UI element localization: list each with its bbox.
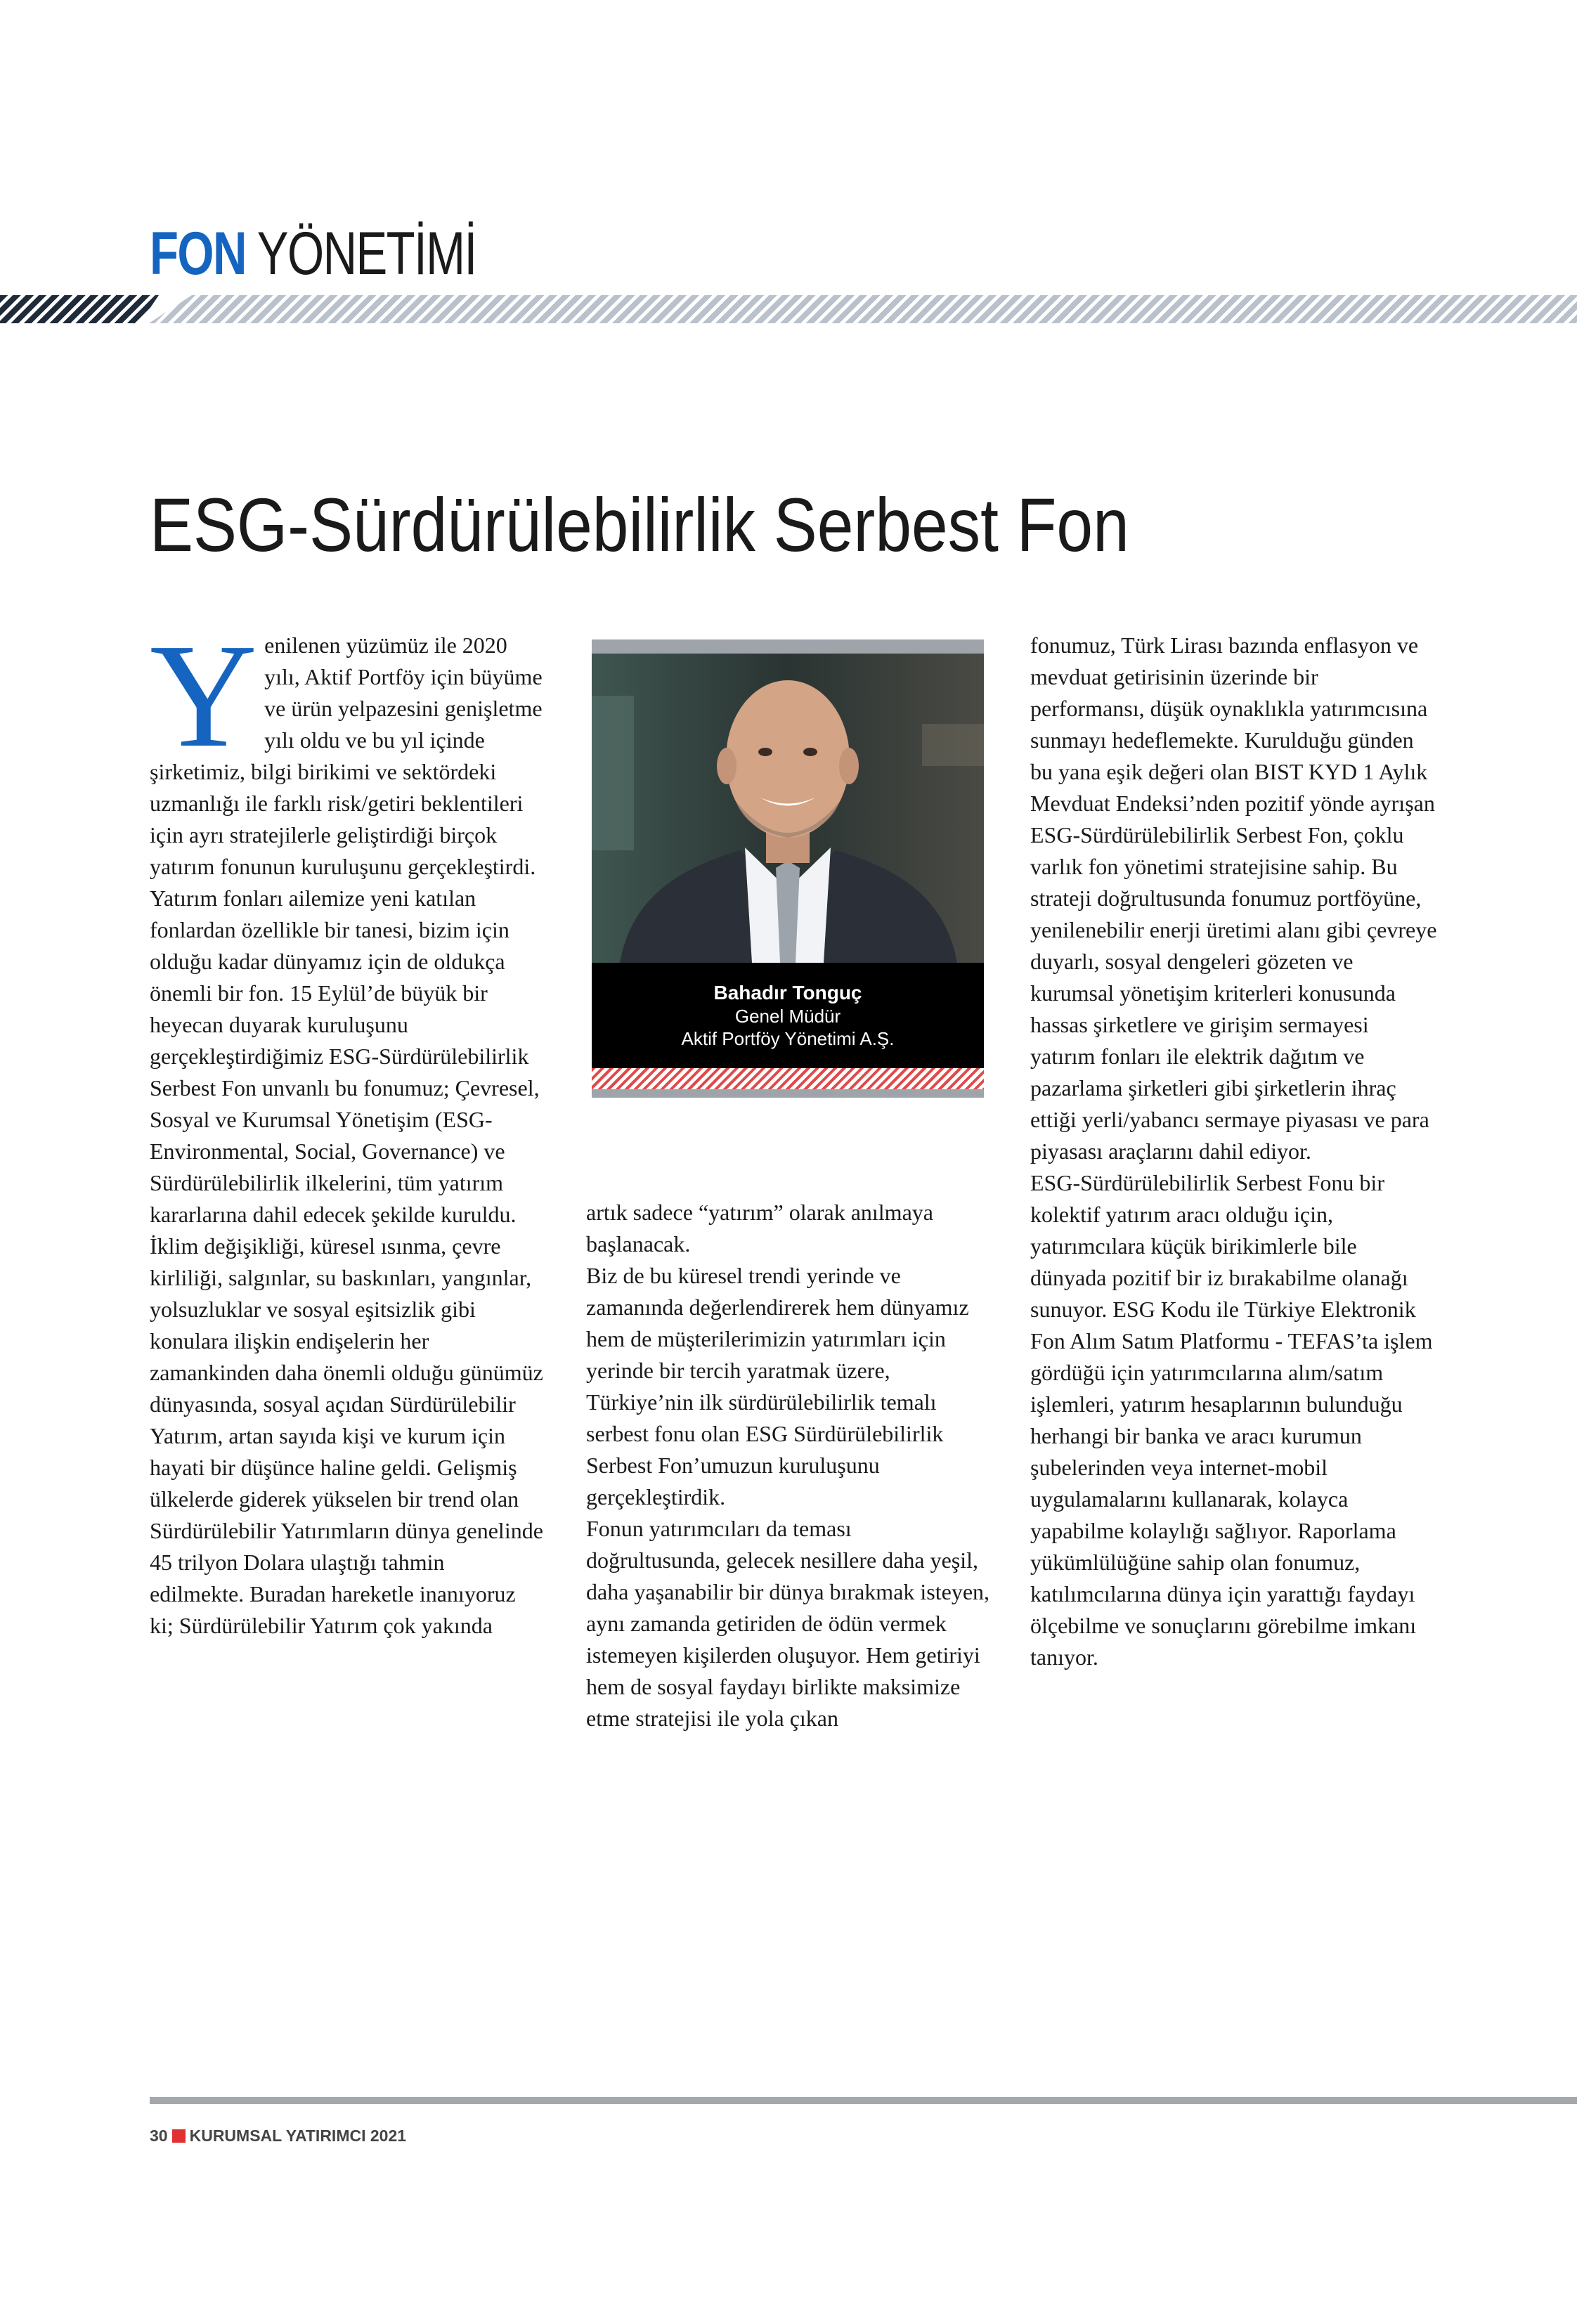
photo-caption: [592, 963, 984, 1068]
header-rule-dark: [0, 295, 159, 323]
article-column-3: [1030, 630, 1438, 1673]
page-footer: [150, 2126, 406, 2146]
article-paragraph: Biz de bu küresel trendi yerinde ve zamanında değerlendirerek hem dünyamız hem de müşterilerimizin yatırımları için yerinde bir tercih yaratmak üzere, Türkiye’nin ilk sürdürülebilirlik temalı serbest fonu olan ESG Sürdürülebilirlik Serbest Fon’umuzun kuruluşunu gerçekleştirdik.: [586, 1263, 969, 1510]
article-paragraph: Fonun yatırımcıları da teması doğrultusunda, gelecek nesillere daha yeşil, daha yaşanabilir bir dünya bırakmak isteyen, aynı zamanda getiriden de ödün vermek istemeyen kişilerden oluşuyor. Hem getiriyi hem de sosyal faydayı birlikte maksimize etme stratejisi ile yola çıkan: [586, 1516, 990, 1731]
drop-cap: Y: [150, 613, 258, 778]
article-paragraph: enilenen yüzümüz ile 2020 yılı, Aktif Portföy için büyüme ve ürün yelpazesini genişletme yılı oldu ve bu yıl içinde şirketimiz, bilgi birikimi ve sektördeki uzmanlığı ile farklı risk/getiri beklentileri için ayrı stratejilerle geliştirdiği birçok yatırım fonunun kuruluşunu gerçekleştirdi. Yatırım fonları ailemize yeni katılan fonlardan özellikle bir tanesi, bizim için olduğu kadar dünyamız için de oldukça önemli bir fon. 15 Eylül’de büyük bir heyecan duyarak kuruluşunu gerçekleştirdiğimiz ESG-Sürdürülebilirlik Serbest Fon unvanlı bu fonumuz; Çevresel, Sosyal ve Kurumsal Yönetişim (ESG-Environmental, Social, Governance) ve Sürdürülebilirlik ilkelerini, tüm yatırım kararlarına dahil edecek şekilde kuruldu.: [150, 632, 543, 1227]
portrait-photo: [592, 654, 984, 963]
article-column-2: [586, 1197, 990, 1734]
section-header: [150, 220, 476, 287]
page-number: 30: [150, 2127, 168, 2145]
photo-stripe-bar: [592, 1068, 984, 1089]
portrait-illustration: [592, 654, 984, 963]
photo-bottom-bar: [592, 1089, 984, 1098]
portrait-box: [592, 640, 984, 1145]
article-column-1: [150, 613, 543, 1642]
section-header-accent: FON: [150, 220, 246, 287]
magazine-name: KURUMSAL YATIRIMCI: [189, 2127, 366, 2145]
magazine-year: 2021: [370, 2127, 407, 2145]
footer-square-icon: [172, 2129, 186, 2143]
caption-title: Genel Müdür: [734, 1006, 841, 1027]
article-paragraph: fonumuz, Türk Lirası bazında enflasyon ve mevduat getirisinin üzerinde bir performansı, düşük oynaklıkla yatırımcısına sunmayı hedeflemekte. Kurulduğu günden bu yana eşik değeri olan BIST KYD 1 Aylık Mevduat Endeksi’nden pozitif yönde ayrışan ESG-Sürdürülebilirlik Serbest Fon, çoklu varlık fon yönetimi stratejisine sahip. Bu strateji doğrultusunda fonumuz portföyüne, yenilenebilir enerji üretimi alanı gibi çevreye duyarlı, sosyal dengeleri gözeten ve kurumsal yönetişim kriterleri konusunda hassas şirketlere ve girişim sermayesi yatırım fonları ile elektrik dağıtım ve pazarlama şirketleri gibi şirketlerin ihraç ettiği yerli/yabancı sermaye piyasası ve para piyasası araçlarını dahil ediyor.: [1030, 632, 1437, 1164]
article-paragraph: İklim değişikliği, küresel ısınma, çevre kirliliği, salgınlar, su baskınları, yangınlar, yolsuzluklar ve sosyal eşitsizlik gibi konulara ilişkin endişelerin her zamankinden daha önemli olduğu günümüz dünyasında, sosyal açıdan Sürdürülebilir Yatırım, artan sayıda kişi ve kurum için hayati bir düşünce haline geldi. Gelişmiş ülkelerde giderek yükselen bir trend olan Sürdürülebilir Yatırımların dünya genelinde 45 trilyon Dolara ulaştığı tahmin edilmekte. Buradan hareketle inanıyoruz ki; Sürdürülebilir Yatırım çok yakında: [150, 1233, 543, 1638]
footer-rule: [150, 2097, 1577, 2104]
article-headline: ESG-Sürdürülebilirlik Serbest Fon: [150, 482, 1129, 567]
photo-top-bar: [592, 640, 984, 654]
caption-name: Bahadır Tonguç: [713, 982, 862, 1004]
article-paragraph: ESG-Sürdürülebilirlik Serbest Fonu bir kolektif yatırım aracı olduğu için, yatırımcılara küçük birikimlerle bile dünyada pozitif bir iz bırakabilme olanağı sunuyor. ESG Kodu ile Türkiye Elektronik Fon Alım Satım Platformu - TEFAS’ta işlem gördüğü için yatırımcılarına alım/satım işlemleri, yatırım hesaplarının bulunduğu herhangi bir banka ve aracı kurumun şubelerinden veya internet-mobil uygulamalarını kullanarak, kolayca yapabilme kolaylığı sağlıyor. Raporlama yükümlülüğüne sahip olan fonumuz, katılımcılarına dünya için yarattığı faydayı ölçebilme ve sonuçlarını görebilme imkanı tanıyor.: [1030, 1170, 1433, 1670]
article-paragraph: artık sadece “yatırım” olarak anılmaya başlanacak.: [586, 1200, 933, 1257]
header-rule-light: [149, 295, 1577, 323]
caption-company: Aktif Portföy Yönetimi A.Ş.: [681, 1028, 895, 1049]
section-header-rest: YÖNETİMİ: [257, 220, 476, 287]
